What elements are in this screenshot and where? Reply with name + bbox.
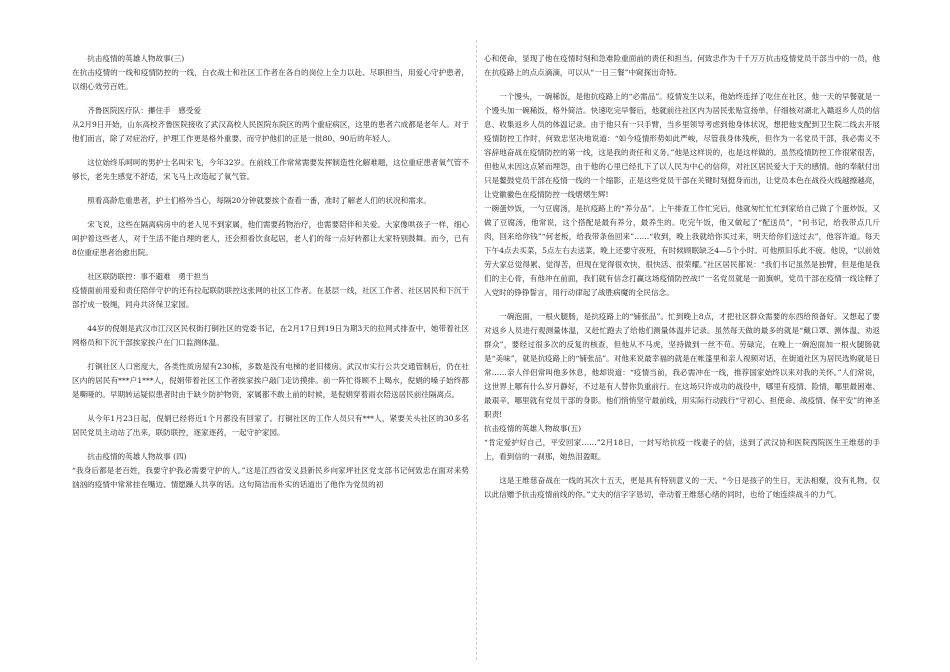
right-column <box>484 52 880 502</box>
paragraph: 从今年1月23日起，倪娟已经将近1个月都没有回家了。打铜社区的工作人员只有***人，紧要关头社区的30多名居民党员主动站了出来，联防联控，逐家逐药，一起守护家园。 <box>72 414 469 437</box>
paragraph: 这位始终乐呵呵的男护士名叫宋飞，今年32岁。在前线工作常常需要发挥制造性化解难题，这位重症患者氧气管不够长，老先生感觉不舒适，宋飞马上改造起了氧气管。 <box>72 158 469 181</box>
intro-paragraph: 在抗击疫情的一线和疫情防控的一线，白衣战士和社区工作者在各自的岗位上全力以赴、尽职担当，用爱心守护患者，以细心效劳百姓。 <box>72 68 469 91</box>
paragraph: 一碗蛋炒饭，一勺豆腐汤，是抗疫路上的“养分品”。上午排查工作忙完后，他就匆忙忙忙到家给自己做了个蛋炒饭，又做了豆腐汤，他常说，这个搭配是最有养分，最养生的。吃完午饭，他又做起了“配送员”，“何书记，给我带点几斤肉，回来给你钱”“何老板，给我带条鱼回来”……“收到，晚上我就给你买过来，明天给你们送过去”，他容许道。每天下午4点去买菜，5点左右去送菜，晚上还要守夜班，有时候顾眠缺乏4—5个小时。可他照旧乐此不疲。他说，“以前效劳大家总觉得累、觉得苦，但现在觉得很欢快，很快活、很荣耀。”社区居民都说：“我们书记虽然是独臂，但是他是我们的主心骨，有他冲在前面，我们就有信念打赢这场疫情防控战!”一名党员就是一面旗帜，党员干部在疫情一线诠释了入党时的铮铮誓言，用行动律起了战胜病魔的全民信念。 <box>484 204 880 297</box>
section-heading-qilu: 齐鲁医院医疗队：攥住手 感受爱 <box>87 106 202 115</box>
paragraph: “肯定爱护好自己，平安回家……”2月18日，一封写给抗疫一线妻子的信，送到了武汉协和医院西院医生王维慈的手上，看到信的一刹那，她热泪盈眶。 <box>484 438 880 461</box>
paragraph: 照看高龄危重患者，护士们格外当心，每隔20分钟就要挨个查看一番，准时了解老人们的状况和需求。 <box>87 196 431 205</box>
paragraph: 一个馒头，一碗稀饭，是他抗疫路上的“必需品”。疫情发生以来，他始终连择了吃住在社区，他一天的早餐就是一个馒头加一碗稀饭，格外简洁。快速吃完早餐后，他就前往社区内为居民张贴宣扬单，仔细核对湖北入赣返乡人员的信息、收集返乡人员的体温记录。由于他只有一只手臂，当乡里领导考虑到他身体状况，想把他支配到卫生院二线去开展疫情防控工作时，何致忠坚决地说道：“如今疫情形势如此严峻，尽管我身体残疾，但作为一名党员干部，我必需义不容辞地奋战在疫情防控的第一线，这是我的责任和义务。”他是这样说的，也是这样做的。虽然疫情防控工作很紧很苦，但他从未因这点紧而埋怨，由于他的心里已经扎下了以人民为中心的信仰，对社区居民爱大于天的感情。他的奉献付出只是鳌鼓党员干部在疫情一线的一个缩影，正是这些党员干部在关键时刻挺身而出，让党员本色在战役火线越擦越亮，让党徽徽色在疫情防控一线熠熠生辉! <box>484 92 880 199</box>
story-title-5: 抗击疫情的英雄人物故事(五) <box>484 424 582 433</box>
paragraph: 疫情面前用爱和责任陪伴守护的还有拉起联防联控这张网的社区工作者。在基层一线，社区工作者、社区居民和下沉干部拧成一股绳，同舟共济保卫家园。 <box>72 286 469 309</box>
story-title-4: 抗击疫情的英雄人物故事 (四) <box>87 452 187 461</box>
paragraph: 一碗泡面，一根火腿肠，是抗疫路上的“铺张品”。忙到晚上8点，才把社区群众需要的东西给预备好。又想起了要对返乡人员进行观测量体温，又赶忙跑去了给他们测量体温并记录。虽然每天做的最多的就是“戴口罩、测体温、劝返群众”，要经过很多次的反复的核查，但他从不马虎，坚持做到一丝不苟。劳碌完，在晚上一碗泡面加一根火腿肠就是“美味”，就是抗疫路上的“铺张品”。对他来说最幸福的就是在帐篷里和亲人视频对话，在街道社区为居民选购就是日常……亲人伴侣常叫他多休息，他却说道：“疫情当前，我必需冲在一线，推荐国家始终以来对我的关怀。”人们常说，这世界上哪有什么岁月静好，不过是有人替你负重前行。在这场只许成功的战役中，哪里有疫情、险情，哪里最困难、最艰辛，哪里就有党员干部的身影。他们悄悄坚守最前线，用实际行动践行“守初心、担使命、战疫情、保平安”的神圣职责! <box>484 312 880 419</box>
section-heading-community: 社区联防联控：事不避难 勇于担当 <box>87 272 209 281</box>
paragraph: 44岁的倪娟是武汉市江汉区民权街打铜社区的党委书记，在2月17日到19日为期3天的拉网式排查中，她带着社区网格员和下沉干部挨家挨户在门口监测体温。 <box>72 324 469 347</box>
paragraph: 心和使命，显现了他在疫情时刻和急难险重面前的责任和担当。何致忠作为千千万万抗击疫情党员干部当中的一员，他在抗疫路上的点点滴滴，可以从“一日三餐”中窥探出奇特。 <box>484 54 880 77</box>
paragraph: “我身后都是老百姓，我要守护我必需要守护的人。”这是江西省安义县新民乡向家坪社区党支部书记何致忠在面对来势汹汹的疫情中常常挂在嘴边、情愿躁人共享的话。这句简洁而朴实的话道出了他作为党员的初 <box>72 466 469 489</box>
paragraph: 这是王维慈奋战在一线的其次十五天，更是具有特别意义的一天。“今日是孩子的生日，无法相聚，没有礼物，仅以此信赠予抗击疫情前线的你。”丈夫的信字字恳切，牵动着王维慈心绪的同时，也给了她连续战斗的力气。 <box>484 476 880 499</box>
left-column <box>72 52 469 492</box>
column-divider <box>476 40 477 660</box>
paragraph: 从2月9日开始，山东高校齐鲁医院接收了武汉高校人民医院东院区的两个重症病区，这里的患者六成都是老年人。对于他们而言，除了对症治疗，护理工作更是格外重要，而守护他们的正是一批80、90后的年轻人。 <box>72 120 469 143</box>
story-title-3: 抗击疫情的英雄人物故事(三) <box>87 54 185 63</box>
paragraph: 宋飞说，这些在隔离病房中的老人见不到家属，他们需要药物治疗，也需要陪伴和关爱。大家像哄孩子一样，细心呵护着这些老人，对于生活不能自理的老人，还会照看饮食起居，老人们的每一点好转都让大家特别鼓舞。而今，已有8位重症患者治愈出院。 <box>72 220 469 257</box>
paragraph: 打铜社区人口密度大，各类性质房屋有230栋，多数是没有电梯的老旧楼房。武汉市实行公共交通管制后，仍在社区内的居民有***户1***人，倪娟带着社区工作者挨家挨户敲门走访摸排。前一阵忙得顾不上喝水，倪娟的嗓子始终都是嘶哑的。早期转运疑似患者时由于缺少防护物资，家属都不敢上前的时候，是倪娟穿着雨衣陪送居民前往隔离点。 <box>72 362 469 399</box>
